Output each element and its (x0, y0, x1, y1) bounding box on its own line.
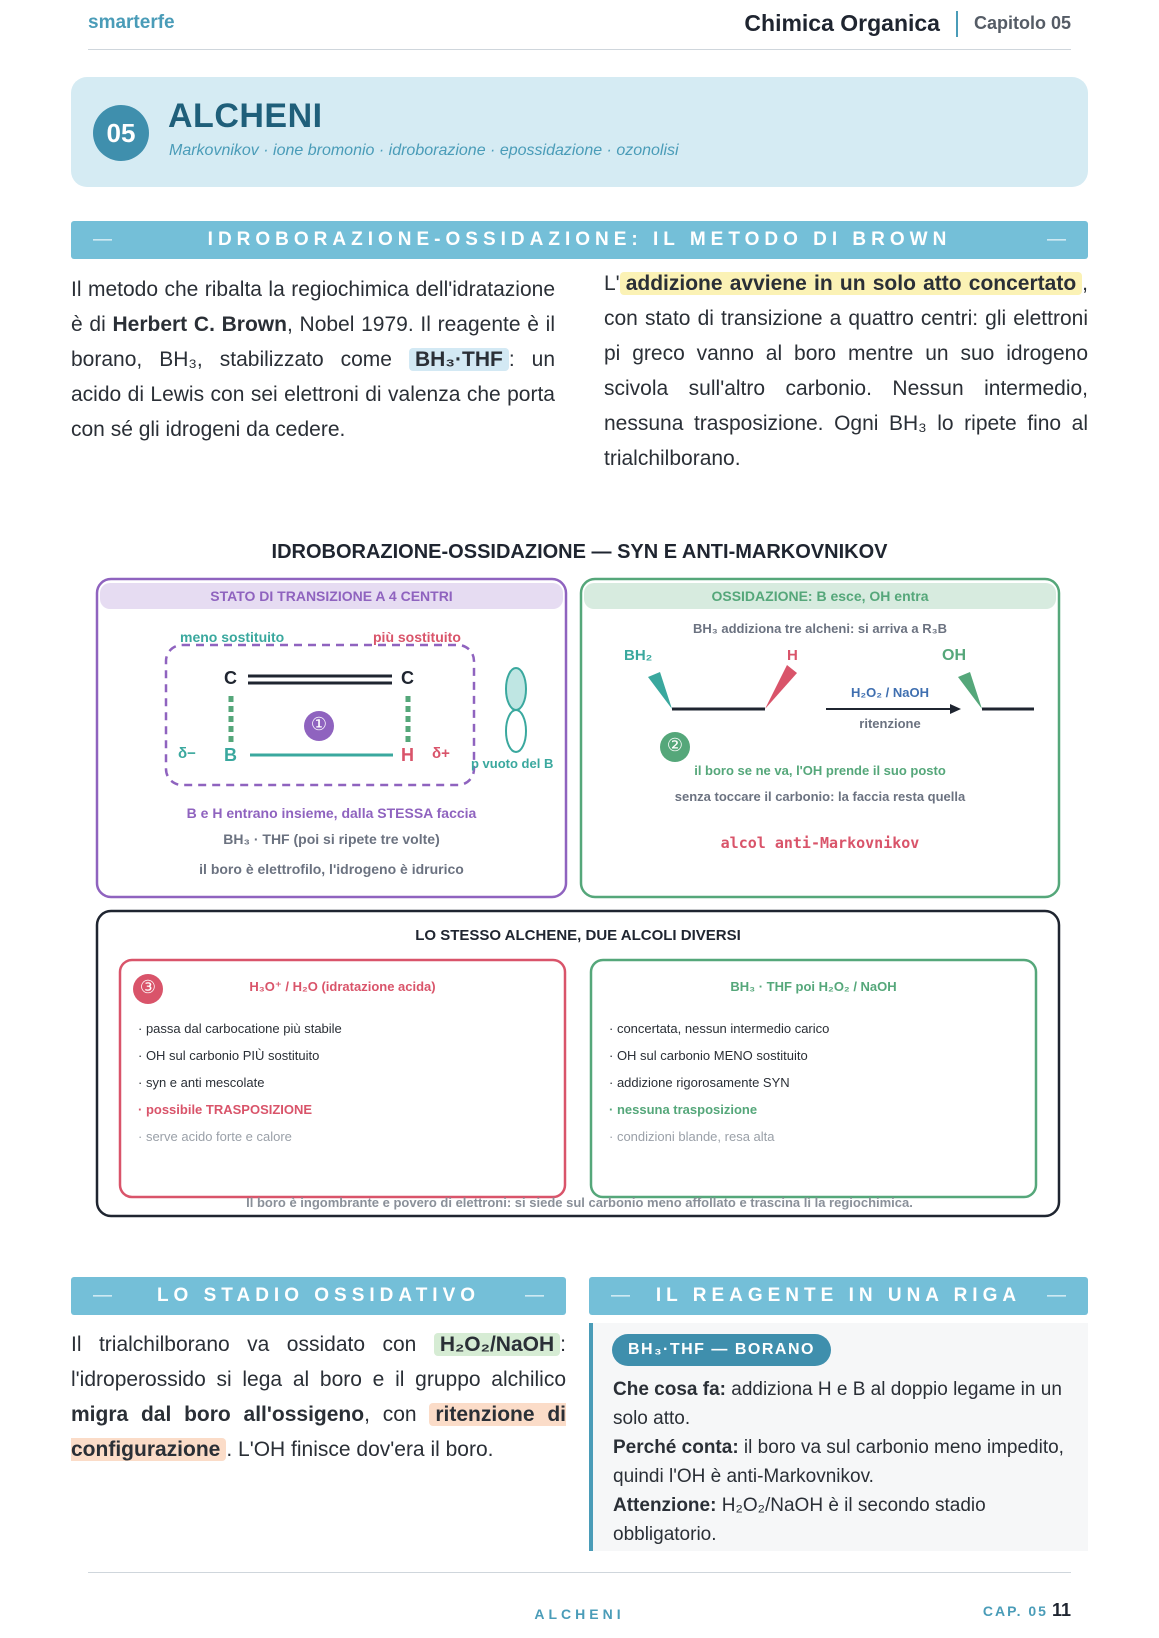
label-empty-p-orbital: p vuoto del B (471, 756, 554, 771)
wedge-bh2 (648, 672, 672, 709)
section-title-oxidation: — LO STADIO OSSIDATIVO — (71, 1277, 566, 1315)
panel-transition-state-frame (97, 579, 566, 897)
label-more-substituted: più sostituito (373, 629, 461, 645)
step-2-label: ② (666, 735, 684, 755)
reagent-h2o2-naoh: H₂O₂ / NaOH (850, 685, 929, 700)
acid-hydration-title: H₃O⁺ / H₂O (idratazione acida) (249, 979, 436, 994)
brand-name: smarterfe (88, 12, 175, 33)
list-item: · OH sul carbonio MENO sostituito (609, 1048, 808, 1063)
list-item: · possibile TRASPOSIZIONE (138, 1102, 313, 1117)
step-1-label: ① (310, 714, 328, 734)
section-title-brown: — IDROBORAZIONE-OSSIDAZIONE: IL METODO DI BROWN — (71, 221, 1088, 259)
atom-c-right: C (401, 668, 414, 688)
reagent-why: Perché conta: il boro va sul carbonio meno impedito, quindi l'OH è anti-Markovnikov. (613, 1437, 1064, 1487)
list-item: · OH sul carbonio PIÙ sostituito (138, 1048, 320, 1063)
reagent-warning: Attenzione: H₂O₂/NaOH è il secondo stadio obbligatorio. (613, 1495, 986, 1545)
note-same-face: B e H entrano insieme, dalla STESSA faccia (186, 805, 477, 821)
footer-cap: CAP. 05 (982, 1603, 1048, 1619)
wedge-oh (958, 672, 982, 709)
highlight-concerted: addizione avviene in un solo atto concertato (620, 272, 1082, 295)
list-item: · condizioni blande, resa alta (609, 1129, 775, 1144)
hydroboration-title: BH₃ · THF poi H₂O₂ / NaOH (730, 979, 897, 994)
atom-c-left: C (224, 668, 237, 688)
note-three-alkenes: BH₃ addiziona tre alcheni: si arriva a R₃B (692, 621, 948, 636)
name-herbert-brown: Herbert C. Brown (112, 313, 287, 336)
list-item: · passa dal carbocatione più stabile (138, 1021, 342, 1036)
reaction-arrow-head (950, 704, 961, 714)
footer-chapter-name: ALCHENI (534, 1606, 625, 1622)
panel-oxidation-title: OSSIDAZIONE: B esce, OH entra (711, 588, 929, 604)
page-header (88, 0, 1071, 50)
note-electrophile: il boro è elettrofilo, l'idrogeno è idrurico (199, 861, 464, 877)
chapter-banner (71, 77, 1088, 187)
chapter-label: Capitolo 05 (973, 13, 1071, 33)
list-item: · concertata, nessun intermedio carico (609, 1021, 830, 1036)
emphasis-migration: migra dal boro all'ossigeno (71, 1403, 365, 1426)
label-bh2: BH₂ (624, 647, 653, 664)
paragraph-oxidation: Il trialchilborano va ossidato con H₂O₂/NaOH : l'idroperossido si lega al boro e il gruppo alchilico migra dal boro all'ossigeno, con ritenzione di configurazione . L'OH finisce dov'era il boro. (71, 1333, 566, 1461)
p-orbital-top-lobe (506, 668, 526, 710)
delta-minus: δ− (178, 745, 196, 762)
atom-h: H (401, 745, 414, 765)
figure-caption: Il boro è ingombrante e povero di elettroni: si siede sul carbonio meno affollato e trascina lì la regiochimica. (246, 1195, 913, 1210)
label-oh: OH (942, 647, 966, 664)
list-item: · syn e anti mescolate (138, 1075, 265, 1090)
reagent-badge: BH₃·THF — BORANO (612, 1334, 831, 1366)
paragraph-brown-right: L' addizione avviene in un solo atto concertato , con stato di transizione a quattro centri: gli elettroni pi greco vanno al boro mentre un suo idrogeno scivola sull'altro carbonio. Nessun intermedio, nessuna trasposizione. Ogni BH₃ lo ripete fino al trialchilborano. (604, 272, 1088, 470)
list-item: · nessuna trasposizione (609, 1102, 758, 1117)
label-retention: ritenzione (859, 716, 921, 731)
p-orbital-bottom-lobe (506, 710, 526, 752)
hydroboration-list (609, 1015, 829, 1150)
panel-transition-state-title: STATO DI TRANSIZIONE A 4 CENTRI (210, 588, 453, 604)
chapter-title: ALCHENI (168, 97, 323, 135)
header-right (744, 10, 1071, 37)
footer-page-info (983, 1600, 1071, 1621)
note-same-face-kept: senza toccare il carbonio: la faccia resta quella (674, 789, 966, 804)
figure-title: IDROBORAZIONE-OSSIDAZIONE — SYN E ANTI-MARKOVNIKOV (271, 541, 888, 563)
highlight-bh3-thf: BH₃·THF (409, 348, 509, 371)
note-bh3-thf: BH₃ · THF (poi si ripete tre volte) (223, 831, 440, 847)
footer-divider (88, 1572, 1071, 1573)
hydroboration-figure (0, 575, 1159, 1225)
list-item: · addizione rigorosamente SYN (609, 1075, 790, 1090)
highlight-retention: ritenzione di configurazione (71, 1403, 566, 1461)
header-divider (956, 11, 958, 37)
reagent-card (589, 1323, 1088, 1551)
acid-hydration-list (138, 1015, 342, 1150)
atom-b: B (224, 745, 237, 765)
note-boron-leaves: il boro se ne va, l'OH prende il suo posto (694, 763, 946, 778)
section-title-text: IL REAGENTE IN UNA RIGA (655, 1285, 1022, 1306)
page-number: 11 (1051, 1600, 1071, 1620)
delta-plus: δ+ (432, 745, 450, 762)
highlight-h2o2-naoh: H₂O₂/NaOH (434, 1333, 560, 1356)
label-h: H (787, 647, 798, 664)
result-anti-markovnikov: alcol anti-Markovnikov (720, 834, 920, 852)
section-title-reagent: — IL REAGENTE IN UNA RIGA — (589, 1277, 1088, 1315)
paragraph-brown-left: Il metodo che ribalta la regiochimica dell'idratazione è di Herbert C. Brown, Nobel 1979. Il reagente è il borano, BH₃, stabilizzato come BH₃·THF : un acido di Lewis con sei elettroni di valenza che porta con sé gli idrogeni da cedere. (71, 278, 556, 441)
panel-comparison-title: LO STESSO ALCHENE, DUE ALCOLI DIVERSI (415, 927, 741, 944)
list-item: · serve acido forte e calore (138, 1129, 292, 1144)
reagent-card-body (613, 1375, 1070, 1549)
label-less-substituted: meno sostituito (180, 629, 285, 645)
step-3-label: ③ (139, 977, 157, 997)
wedge-h (765, 665, 797, 709)
chapter-subtitle: Markovnikov · ione bromonio · idroborazione · epossidazione · ozonolisi (169, 142, 679, 159)
section-title-text: IDROBORAZIONE-OSSIDAZIONE: IL METODO DI BROWN (207, 229, 952, 250)
section-title-text: LO STADIO OSSIDATIVO (156, 1285, 481, 1306)
book-title: Chimica Organica (744, 10, 940, 36)
chapter-number-badge: 05 (93, 105, 149, 161)
reagent-what: Che cosa fa: addiziona H e B al doppio legame in un solo atto. (613, 1379, 1062, 1429)
